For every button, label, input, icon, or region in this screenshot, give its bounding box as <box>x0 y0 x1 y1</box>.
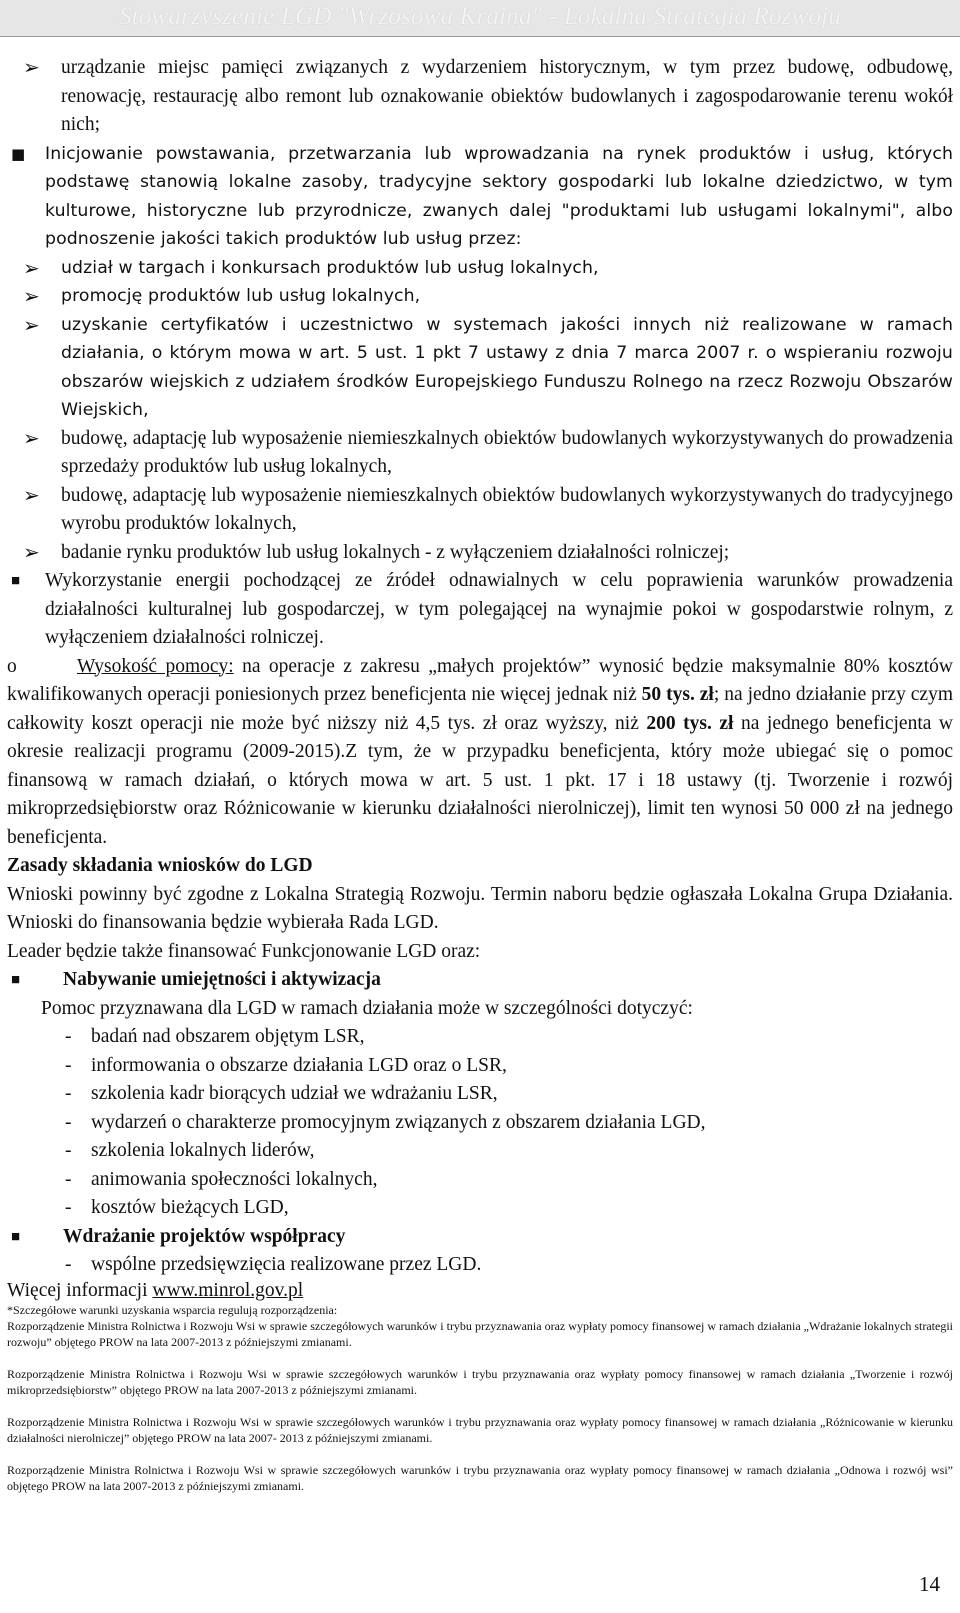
list-item <box>7 1251 953 1280</box>
aid-text: ; na jedno działanie przy czym całkowity koszt operacji nie może być niższy niż 4,5 tys. zł oraz wyższy, niż <box>7 684 953 734</box>
dash-bullet-icon: - <box>65 1168 72 1190</box>
more-info-label: Więcej informacji <box>7 1279 153 1301</box>
leader-text: Leader będzie także finansować Funkcjonowanie LGD oraz: <box>7 940 481 962</box>
dash-bullet-icon: - <box>65 1026 72 1047</box>
aid-amount: 200 tys. zł <box>646 712 734 734</box>
list-item <box>7 54 953 140</box>
skills-list <box>7 1023 953 1223</box>
rules-text: Wnioski powinny być zgodne z Lokalna Strategią Rozwoju. Termin naboru będzie ogłaszała Lokalna Grupa Działania. Wnioski do finansowania będzie wybierała Rada LGD. <box>7 883 953 933</box>
arrow-bullet-icon: ➢ <box>23 57 40 79</box>
square-bullet-icon: ■ <box>11 972 21 988</box>
square-bullet-icon: ■ <box>11 1228 21 1245</box>
rules-heading: Zasady składania wniosków do LGD <box>7 855 313 876</box>
circle-bullet-icon: o <box>7 655 17 677</box>
list-item-text: budowę, adaptację lub wyposażenie niemieszkalnych obiektów budowlanych wykorzystywanych do tradycyjnego wyrobu produktów lokalnych, <box>61 484 953 534</box>
dash-bullet-icon: - <box>65 1111 72 1133</box>
footnote-intro: *Szczegółowe warunki uzyskania wsparcia regulują rozporządzenia: <box>7 1302 338 1317</box>
arrow-bullet-icon: ➢ <box>23 284 40 308</box>
list-item-text: budowę, adaptację lub wyposażenie niemieszkalnych obiektów budowlanych wykorzystywanych do prowadzenia sprzedaży produktów lub usług lokalnych, <box>61 427 953 477</box>
list-item-text: kosztów bieżących LGD, <box>91 1197 289 1218</box>
list-item <box>7 311 953 425</box>
square-bullet-icon: ■ <box>11 144 26 163</box>
dash-bullet-icon: - <box>65 1083 72 1104</box>
aid-text: na operacje z zakresu „małych projektów” wynosić będzie maksymalnie 80% kosztów kwalifikowanych operacji poniesionych przez beneficjenta nie więcej jednak niż <box>7 655 953 705</box>
list-item-text: badanie rynku produktów lub usług lokalnych - z wyłączeniem działalności rolniczej; <box>61 541 730 563</box>
list-item <box>7 282 953 311</box>
arrow-bullet-icon: ➢ <box>23 427 40 450</box>
arrow-bullet-icon: ➢ <box>23 541 40 564</box>
dash-bullet-icon: - <box>65 1254 72 1275</box>
aid-text: na jednego beneficjenta w okresie realizacji programu (2009-2015).Z tym, że w przypadku beneficjenta, który może ubiegać się o pomoc finansową w ramach działań, o których mowa w art. 5 ust. 1 pkt. 17 i 18 ustawy (tj. Tworzenie i rozwój mikroprzedsiębiorstw oraz Różnicowanie w kierunku działalności nierolniczej), limit ten wynosi 50 000 zł na jednego beneficjenta. <box>7 712 953 848</box>
section-heading <box>7 966 953 995</box>
list-item-text: Inicjowanie powstawania, przetwarzania lub wprowadzania na rynek produktów i usług, których podstawę stanowią lokalne zasoby, tradycyjne sektory gospodarki lub lokalne dziedzictwo, w tym kulturowe, historyczne lub przyrodnicze, zwanych dalej "produktami lub usługami lokalnymi", albo podnoszenie jakości takich produktów lub usług przez: <box>45 143 953 249</box>
dash-bullet-icon: - <box>65 1054 72 1076</box>
dash-bullet-icon: - <box>65 1140 72 1161</box>
footnotes-list <box>7 1318 953 1494</box>
list-item-text: uzyskanie certyfikatów i uczestnictwo w systemach jakości innych niż realizowane w ramach działania, o którym mowa w art. 5 ust. 1 pkt 7 ustawy z dnia 7 marca 2007 r. o wspieraniu rozwoju obszarów wiejskich z udziałem środków Europejskiego Funduszu Rolnego na rzecz Rozwoju Obszarów Wiejskich, <box>61 314 953 420</box>
list-item <box>7 1137 953 1166</box>
footnote-item: Rozporządzenie Ministra Rolnictwa i Rozwoju Wsi w sprawie szczegółowych warunków i trybu przyznawania oraz wypłaty pomocy finansowej w ramach działania „Tworzenie i rozwój mikroprzedsiębiorstw” objętego PROW na lata 2007-2013 z późniejszymi zmianami. <box>7 1366 953 1397</box>
list-item <box>7 539 953 568</box>
page-header <box>0 0 960 37</box>
coop-heading: Wdrażanie projektów współpracy <box>63 1225 346 1247</box>
footnote-item: Rozporządzenie Ministra Rolnictwa i Rozwoju Wsi w sprawie szczegółowych warunków i trybu przyznawania oraz wypłaty pomocy finansowej w ramach działania „Różnicowanie w kierunku działalności nierolniczej” objętego PROW na lata 2007- 2013 z późniejszymi zmianami. <box>7 1414 953 1445</box>
list-item <box>7 425 953 482</box>
skills-heading: Nabywanie umiejętności i aktywizacja <box>63 969 381 990</box>
dash-bullet-icon: - <box>65 1197 72 1218</box>
square-bullet-icon: ■ <box>11 573 21 589</box>
list-item-text: animowania społeczności lokalnych, <box>91 1168 378 1190</box>
list-item <box>7 1166 953 1195</box>
list-item-text: szkolenia kadr biorących udział we wdrażaniu LSR, <box>91 1083 498 1104</box>
more-info <box>7 1280 953 1302</box>
list-item <box>7 254 953 283</box>
list-item <box>7 482 953 539</box>
list-item <box>7 567 953 653</box>
header-title: Stowarzyszenie LGD "Wrzosowa Kraina" - Lokalna Strategia Rozwoju <box>118 3 842 30</box>
arrow-bullet-icon: ➢ <box>23 312 40 337</box>
list-item <box>7 1194 953 1223</box>
list-item-text: udział w targach i konkursach produktów lub usług lokalnych, <box>61 257 599 278</box>
aid-label: Wysokość pomocy: <box>77 655 234 677</box>
list-item-text: informowania o obszarze działania LGD oraz o LSR, <box>91 1054 507 1076</box>
list-item <box>7 1080 953 1109</box>
list-item <box>7 1052 953 1081</box>
list-item-text: wspólne przedsięwzięcia realizowane przez LGD. <box>91 1254 482 1275</box>
list-item <box>7 1109 953 1138</box>
list-item-text: badań nad obszarem objętym LSR, <box>91 1026 365 1047</box>
document-body <box>7 54 953 1510</box>
list-item <box>7 140 953 254</box>
list-item-text: urządzanie miejsc pamięci związanych z wydarzeniem historycznym, w tym przez budowę, odbudowę, renowację, restaurację albo remont lub oznakowanie obiektów budowlanych i zagospodarowanie terenu wokół nich; <box>61 57 953 135</box>
coop-list <box>7 1251 953 1280</box>
list-item <box>7 1023 953 1052</box>
list-item-text: promocję produktów lub usług lokalnych, <box>61 286 421 306</box>
page-number: 14 <box>919 1572 940 1596</box>
aid-paragraph <box>7 653 953 853</box>
footnote-item: Rozporządzenie Ministra Rolnictwa i Rozwoju Wsi w sprawie szczegółowych warunków i trybu przyznawania oraz wypłaty pomocy finansowej w ramach działania „Odnowa i rozwój wsi” objętego PROW na lata 2007-2013 z późniejszymi zmianami. <box>7 1462 953 1493</box>
section-heading <box>7 1223 953 1252</box>
list-item-text: szkolenia lokalnych liderów, <box>91 1140 315 1161</box>
list-item-text: wydarzeń o charakterze promocyjnym związanych z obszarem działania LGD, <box>91 1111 706 1133</box>
more-info-link[interactable]: www.minrol.gov.pl <box>152 1279 304 1301</box>
skills-intro: Pomoc przyznawana dla LGD w ramach działania może w szczególności dotyczyć: <box>41 997 693 1019</box>
arrow-bullet-icon: ➢ <box>23 484 40 507</box>
footnote-item: Rozporządzenie Ministra Rolnictwa i Rozwoju Wsi w sprawie szczegółowych warunków i trybu przyznawania oraz wypłaty pomocy finansowej w ramach działania „Wdrażanie lokalnych strategii rozwoju” objętego PROW na lata 2007-2013 z późniejszymi zmianami. <box>7 1318 953 1349</box>
list-item-text: Wykorzystanie energii pochodzącej ze źródeł odnawialnych w celu poprawienia warunków prowadzenia działalności kulturalnej lub gospodarczej, w tym polegającej na wynajmie pokoi w gospodarstwie rolnym, z wyłączeniem działalności rolniczej. <box>45 570 953 648</box>
aid-amount: 50 tys. zł <box>641 684 714 705</box>
arrow-bullet-icon: ➢ <box>23 255 40 280</box>
